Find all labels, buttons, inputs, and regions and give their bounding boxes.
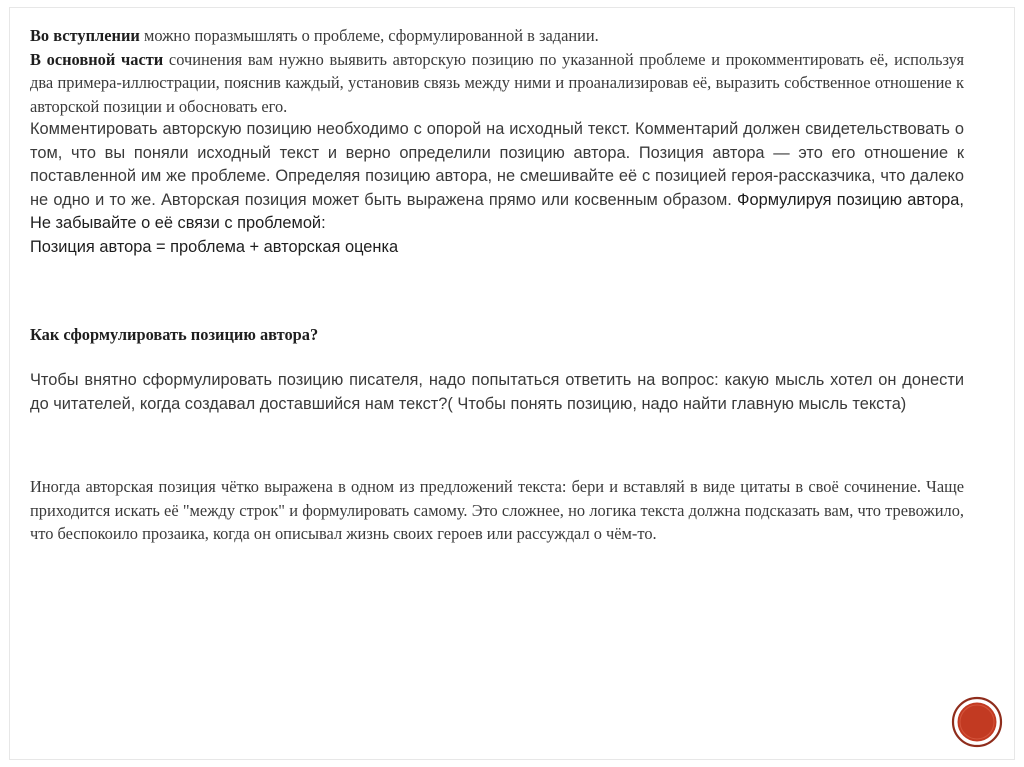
section-heading: Как сформулировать позицию автора? [30, 325, 319, 344]
intro-lead-bold: Во вступлении [30, 26, 140, 45]
intro-lead-text: можно поразмышлять о проблеме, сформулированной в задании. [139, 26, 599, 45]
logo-inner-disc [958, 703, 997, 742]
circle-logo-icon [951, 696, 1003, 748]
comment-paragraph [30, 118, 964, 236]
comment-text: Комментировать авторскую позицию необходимо с опорой на исходный текст. Комментарий должен свидетельствовать о том, что вы поняли исходный текст и верно определили позицию автора. Позиция автора — это его отношение к поставленной им же проблеме. Определяя позицию автора, не смешивайте её с позицией героя-рассказчика, что далеко не одно и то же. Авторская позиция может быть выражена прямо или косвенным образом. [30, 120, 964, 209]
reminder-text: Формулируя позицию автора, Не забывайте о её связи с проблемой: [30, 190, 964, 232]
intro-paragraph [30, 24, 964, 118]
paragraph-author-thought: Чтобы внятно сформулировать позицию писателя, надо попытаться ответить на вопрос: какую мысль хотел он донести до читателей, когда создавал доставшийся нам текст?( Чтобы понять позицию, надо найти главную мысль текста) [30, 371, 964, 413]
intro-block [30, 24, 964, 259]
paragraph-between-lines: Иногда авторская позиция чётко выражена в одном из предложений текста: бери и вставляй в виде цитаты в своё сочинение. Чаще приходится искать её "между строк" и формулировать самому. Это сложнее, но логика текста должна подсказать вам, что тревожило, что беспокоило прозаика, когда он описывал жизнь своих героев или рассуждал о чём-то. [30, 477, 964, 543]
main-part-bold: В основной части [30, 49, 164, 69]
main-part-text: сочинения вам нужно выявить авторскую позицию по указанной проблеме и прокомментировать её, используя два примера-иллюстрации, пояснив каждый, установив связь между ними и проанализировав её, выразить собственное отношение к авторской позиции и обосновать его. [30, 49, 964, 116]
formula-line: Позиция автора = проблема + авторская оценка [30, 237, 399, 256]
